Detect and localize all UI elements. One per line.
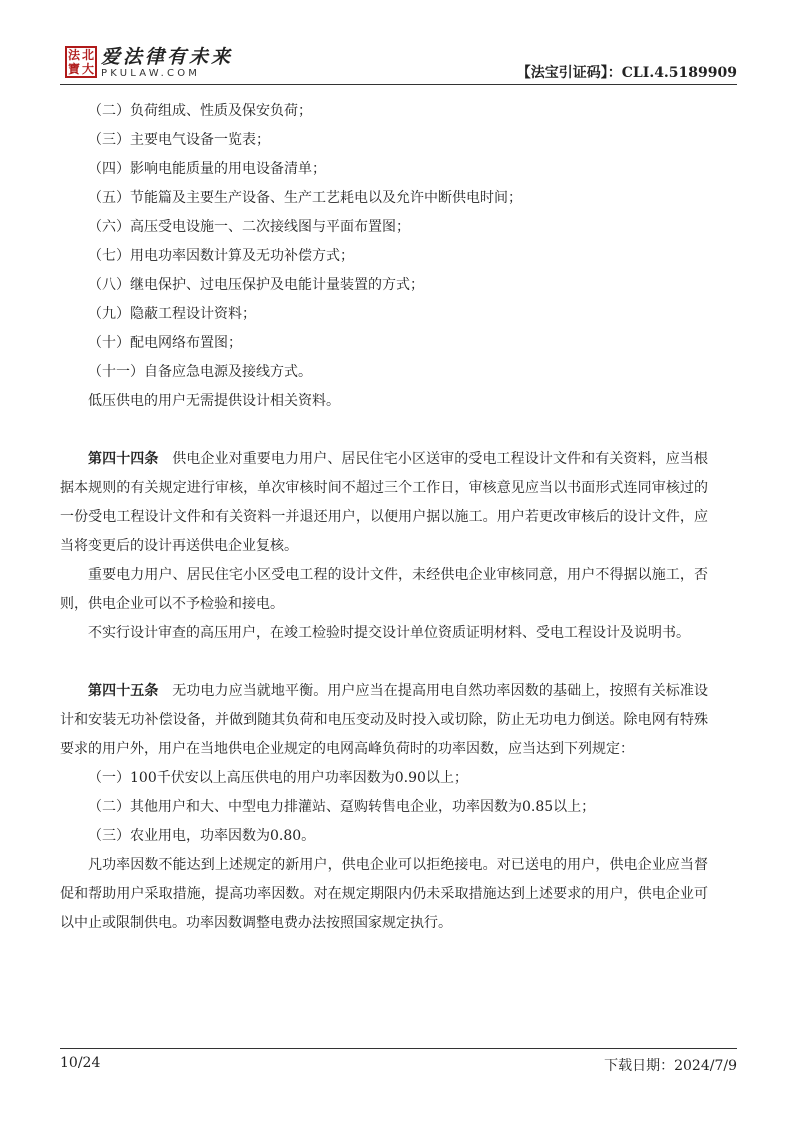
list-item: （十一）自备应急电源及接线方式。: [88, 364, 312, 380]
list-item: （十）配电网络布置图；: [88, 335, 242, 351]
list-item: （二）负荷组成、性质及保安负荷；: [88, 103, 312, 119]
article-44-number: 第四十四条: [88, 451, 159, 467]
article-44-para-2: 重要电力用户、居民住宅小区受电工程的设计文件，未经供电企业审核同意，用户不得据以施工，否则，供电企业可以不予检验和接电。: [60, 567, 708, 612]
document-body: [60, 97, 736, 938]
article-44: [60, 445, 708, 648]
list-item: （五）节能篇及主要生产设备、生产工艺耗电以及允许中断供电时间；: [88, 190, 522, 206]
brand-slogan: 爱法律有未来: [101, 46, 234, 68]
list-item: （二）其他用户和大、中型电力排灌站、趸购转售电企业，功率因数为0.85以上；: [88, 799, 596, 815]
download-date: 下载日期：2024/7/9: [604, 1058, 737, 1074]
list-item: （六）高压受电设施一、二次接线图与平面布置图；: [88, 219, 410, 235]
article-44-para-3: 不实行设计审查的高压用户，在竣工检验时提交设计单位资质证明材料、受电工程设计及说明书。: [88, 625, 690, 641]
page-header: [60, 44, 737, 84]
pkulaw-seal-icon: 法 北 寶 大: [65, 46, 97, 78]
list-item: （九）隐蔽工程设计资料；: [88, 306, 256, 322]
brand-domain: PKULAW.COM: [101, 68, 201, 79]
list-item: （七）用电功率因数计算及无功补偿方式；: [88, 248, 354, 264]
article-45-para-end: 凡功率因数不能达到上述规定的新用户，供电企业可以拒绝接电。对已送电的用户，供电企业应当督促和帮助用户采取措施，提高功率因数。对在规定期限内仍未采取措施达到上述要求的用户，供电企业可以中止或限制供电。功率因数调整电费办法按照国家规定执行。: [60, 857, 708, 931]
list-item: （八）继电保护、过电压保护及电能计量装置的方式；: [88, 277, 424, 293]
list-item: （三）主要电气设备一览表；: [88, 132, 270, 148]
list-item: （一）100千伏安以上高压供电的用户功率因数为0.90以上；: [88, 770, 468, 786]
article-44-text: 供电企业对重要电力用户、居民住宅小区送审的受电工程设计文件和有关资料，应当根据本规则的有关规定进行审核，单次审核时间不超过三个工作日，审核意见应当以书面形式连同审核过的一份受电工程设计文件和有关资料一并退还用户，以便用户据以施工。用户若更改审核后的设计文件，应当将变更后的设计再送供电企业复核。: [60, 451, 709, 554]
list-item: （三）农业用电，功率因数为0.80。: [88, 828, 316, 844]
article-45: [60, 677, 708, 938]
page-number: 10/24: [60, 1055, 101, 1071]
article-45-text: 无功电力应当就地平衡。用户应当在提高用电自然功率因数的基础上，按照有关标准设计和安装无功补偿设备，并做到随其负荷和电压变动及时投入或切除，防止无功电力倒送。除电网有特殊要求的用户外，用户在当地供电企业规定的电网高峰负荷时的功率因数，应当达到下列规定：: [60, 683, 709, 757]
header-divider: [60, 84, 737, 85]
citation-code: 【法宝引证码】：CLI.4.5189909: [516, 65, 737, 81]
list-item: （四）影响电能质量的用电设备清单；: [88, 161, 326, 177]
low-voltage-note: 低压供电的用户无需提供设计相关资料。: [88, 393, 340, 409]
footer-divider: [60, 1048, 737, 1049]
pkulaw-logo: [65, 46, 233, 80]
article-45-number: 第四十五条: [88, 683, 159, 699]
